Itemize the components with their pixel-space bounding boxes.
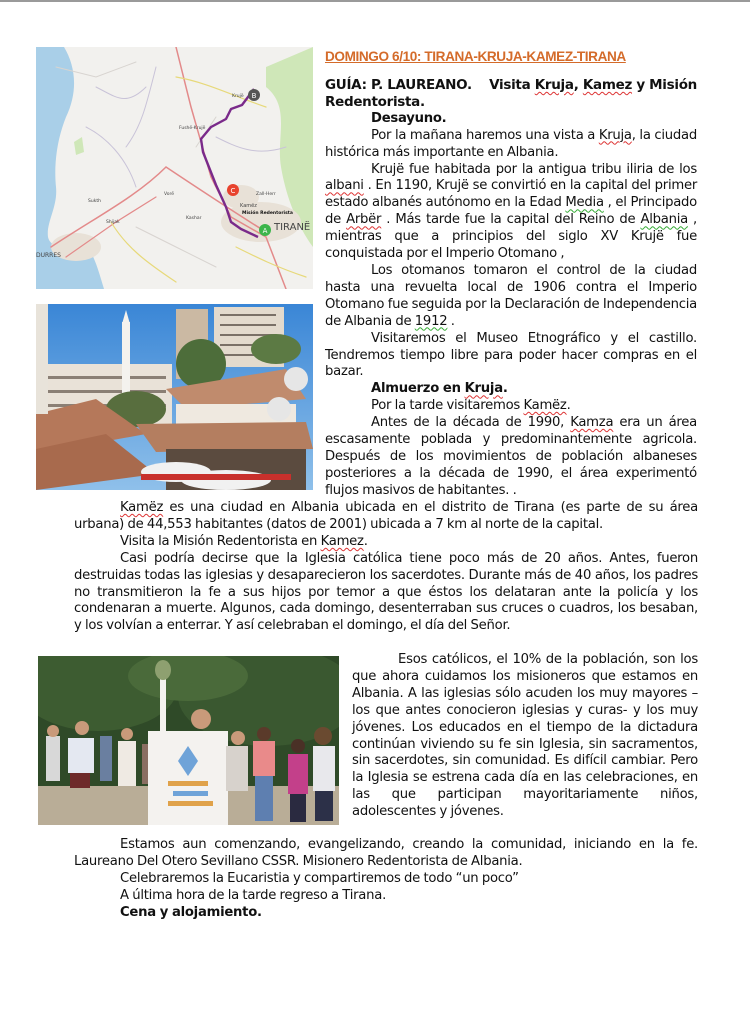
svg-text:B: B — [251, 92, 257, 100]
map-label-zall-herr: Zall-Herr — [256, 192, 276, 197]
paragraph-ottomans — [325, 263, 697, 331]
text: Antes de la década de 1990, — [371, 415, 571, 431]
text: Por la mañana haremos una vista a — [371, 127, 599, 143]
arber-word: Arbër — [346, 212, 382, 228]
kruja-bazaar-photo — [36, 304, 313, 490]
guide-line — [325, 77, 697, 111]
text: . — [447, 313, 455, 329]
paragraph-kamez-city — [74, 500, 698, 534]
paragraph-afternoon — [325, 398, 697, 415]
text: Krujë fue habitada por la antigua tribu iliria de los — [371, 161, 697, 177]
middle-text — [74, 500, 698, 635]
paragraph-church-history: Casi podría decirse que la Iglesia católica tiene poco más de 20 años. Antes, fueron destruidas todas las iglesias y desaparecieron los sacerdotes. Durante más de 40 años, los padres no transmitieron la fe a sus hijos por temor a que éstos los delataran ante la policía y los condenaran a muerte. Algunos, cada domingo, desenterraban sus cruces o cuadros, los besaban, y los volvían a enterrar. Y así celebraban el domingo, el día del Señor. — [74, 550, 698, 634]
closing-text — [74, 837, 698, 922]
catholics-text — [352, 652, 698, 821]
kruja-word: Kruja — [464, 381, 503, 397]
text: Almuerzo en — [371, 381, 465, 397]
paragraph-catholics: Esos católicos, el 10% de la población, son los que ahora cuidamos los misioneros que estamos en Albania. A las iglesias sólo acuden los muy mayores –los que antes conocieron iglesias y curas- y los muy jóvenes. Los educados en el tiempo de la dictadura continúan viviendo su fe sin Iglesia, sin sacramentos, sin sacerdotes, sin comunidad. Es difícil cambiar. Pero la Iglesia se estrena cada día en las celebraciones, en las que participan mayoritariamente niños, adolescentes y jóvenes. — [352, 652, 698, 820]
kamez-word: Kamëz — [523, 398, 567, 414]
map-label-durres: DURRES — [36, 252, 61, 259]
kamez-word: Kamëz — [120, 500, 164, 515]
right-column-text — [325, 77, 697, 500]
paragraph-eucharist: Celebraremos la Eucaristia y compartiremos de todo “un poco” — [120, 870, 519, 886]
paragraph-mission-visit — [74, 534, 698, 551]
guide-kruja: Kruja — [534, 77, 574, 93]
guide-prefix: GUÍA: P. LAUREANO. — [325, 77, 472, 93]
text: , el Principado de — [325, 195, 697, 228]
year-1912: 1912 — [414, 313, 448, 329]
marker-c-icon — [227, 184, 239, 196]
map-label-shijak: Shijak — [106, 220, 120, 225]
text: era un área escasamente poblada y predominantemente agricola. Después de los movimientos de población albaneses posteriores a la década de 1990, el área experimentó flujos masivos de habitantes. . — [325, 415, 697, 498]
kamza-word: Kamza — [570, 415, 614, 431]
guide-sep: , — [573, 77, 579, 93]
svg-text:C: C — [230, 187, 236, 195]
guide-kamez: Kamez — [582, 77, 633, 93]
svg-text:A: A — [262, 227, 268, 235]
almuerzo-label — [325, 381, 697, 398]
text: . — [502, 381, 508, 397]
page-top-border — [0, 0, 750, 2]
kamez-mission-photo — [38, 656, 339, 825]
media-word: Media — [565, 195, 604, 211]
kruja-word: Kruja — [598, 127, 632, 143]
map-label-fushe-kruje: Fushë-Krujë — [179, 126, 206, 131]
guide-rest: y Misión Redentorista. — [325, 77, 697, 110]
paragraph-kruja-visit — [325, 128, 697, 162]
map-label-tirane: TIRANË — [274, 222, 311, 233]
paragraph-return: A última hora de la tarde regreso a Tirana. — [120, 887, 387, 903]
albania-word: Albania — [640, 212, 688, 228]
guide-visit: Visita — [489, 77, 531, 93]
paragraph-museum: Visitaremos el Museo Etnográfico y el castillo. Tendremos tiempo libre para poder hacer compras en el bazar. — [325, 330, 697, 380]
map-label-kashar: Kashar — [186, 216, 202, 221]
paragraph-evangelizing: Estamos aun comenzando, evangelizando, creando la comunidad, iniciando en la fe. Laureano Del Otero Sevillano CSSR. Misionero Redentorista de Albania. — [74, 837, 698, 869]
kamez-word: Kamez — [320, 533, 364, 549]
text: Por la tarde visitaremos — [371, 398, 524, 414]
map-label-mision: Misión Redentorista — [242, 211, 293, 216]
day-heading: DOMINGO 6/10: TIRANA-KRUJA-KAMEZ-TIRANA — [325, 49, 626, 64]
text: , la ciudad histórica más importante en Albania. — [325, 127, 697, 160]
text: . En 1190, Krujë se convirtió en la capital del primer estado albanés autónomo en la Edad — [325, 178, 697, 211]
desayuno-label: Desayuno. — [371, 110, 447, 126]
text: , mientras que a principios del siglo XV Krujë fue conquistada por el Imperio Otomano , — [325, 212, 697, 262]
map-label-kruja: Krujë — [232, 94, 244, 99]
text: . — [566, 398, 571, 414]
paragraph-kruja-history — [325, 162, 697, 263]
text: . — [363, 533, 368, 549]
cena-label: Cena y alojamiento. — [120, 904, 262, 920]
marker-a-icon — [259, 224, 271, 236]
map-label-sukth: Sukth — [88, 199, 101, 204]
marker-b-icon — [248, 89, 260, 101]
text: . Más tarde fue la capital del Reino de — [381, 212, 641, 228]
map-label-vore: Vorë — [164, 192, 175, 197]
text: Los otomanos tomaron el control de la ciudad hasta una revuelta local de 1906 contra el Imperio Otomano fue seguida por la Declaración de Independencia de Albania de — [325, 262, 697, 329]
text: Visita la Misión Redentorista en — [120, 533, 321, 549]
paragraph-kamza-history — [325, 415, 697, 500]
albani-word: albani — [325, 178, 364, 194]
text: es una ciudad en Albania ubicada en el distrito de Tirana (es parte de su área urbana) de 44,553 habitantes (datos de 2001) ubicada a 7 km al norte de la capital. — [74, 500, 698, 532]
route-map — [36, 47, 313, 289]
map-label-kamez: Kamëz — [240, 203, 257, 209]
